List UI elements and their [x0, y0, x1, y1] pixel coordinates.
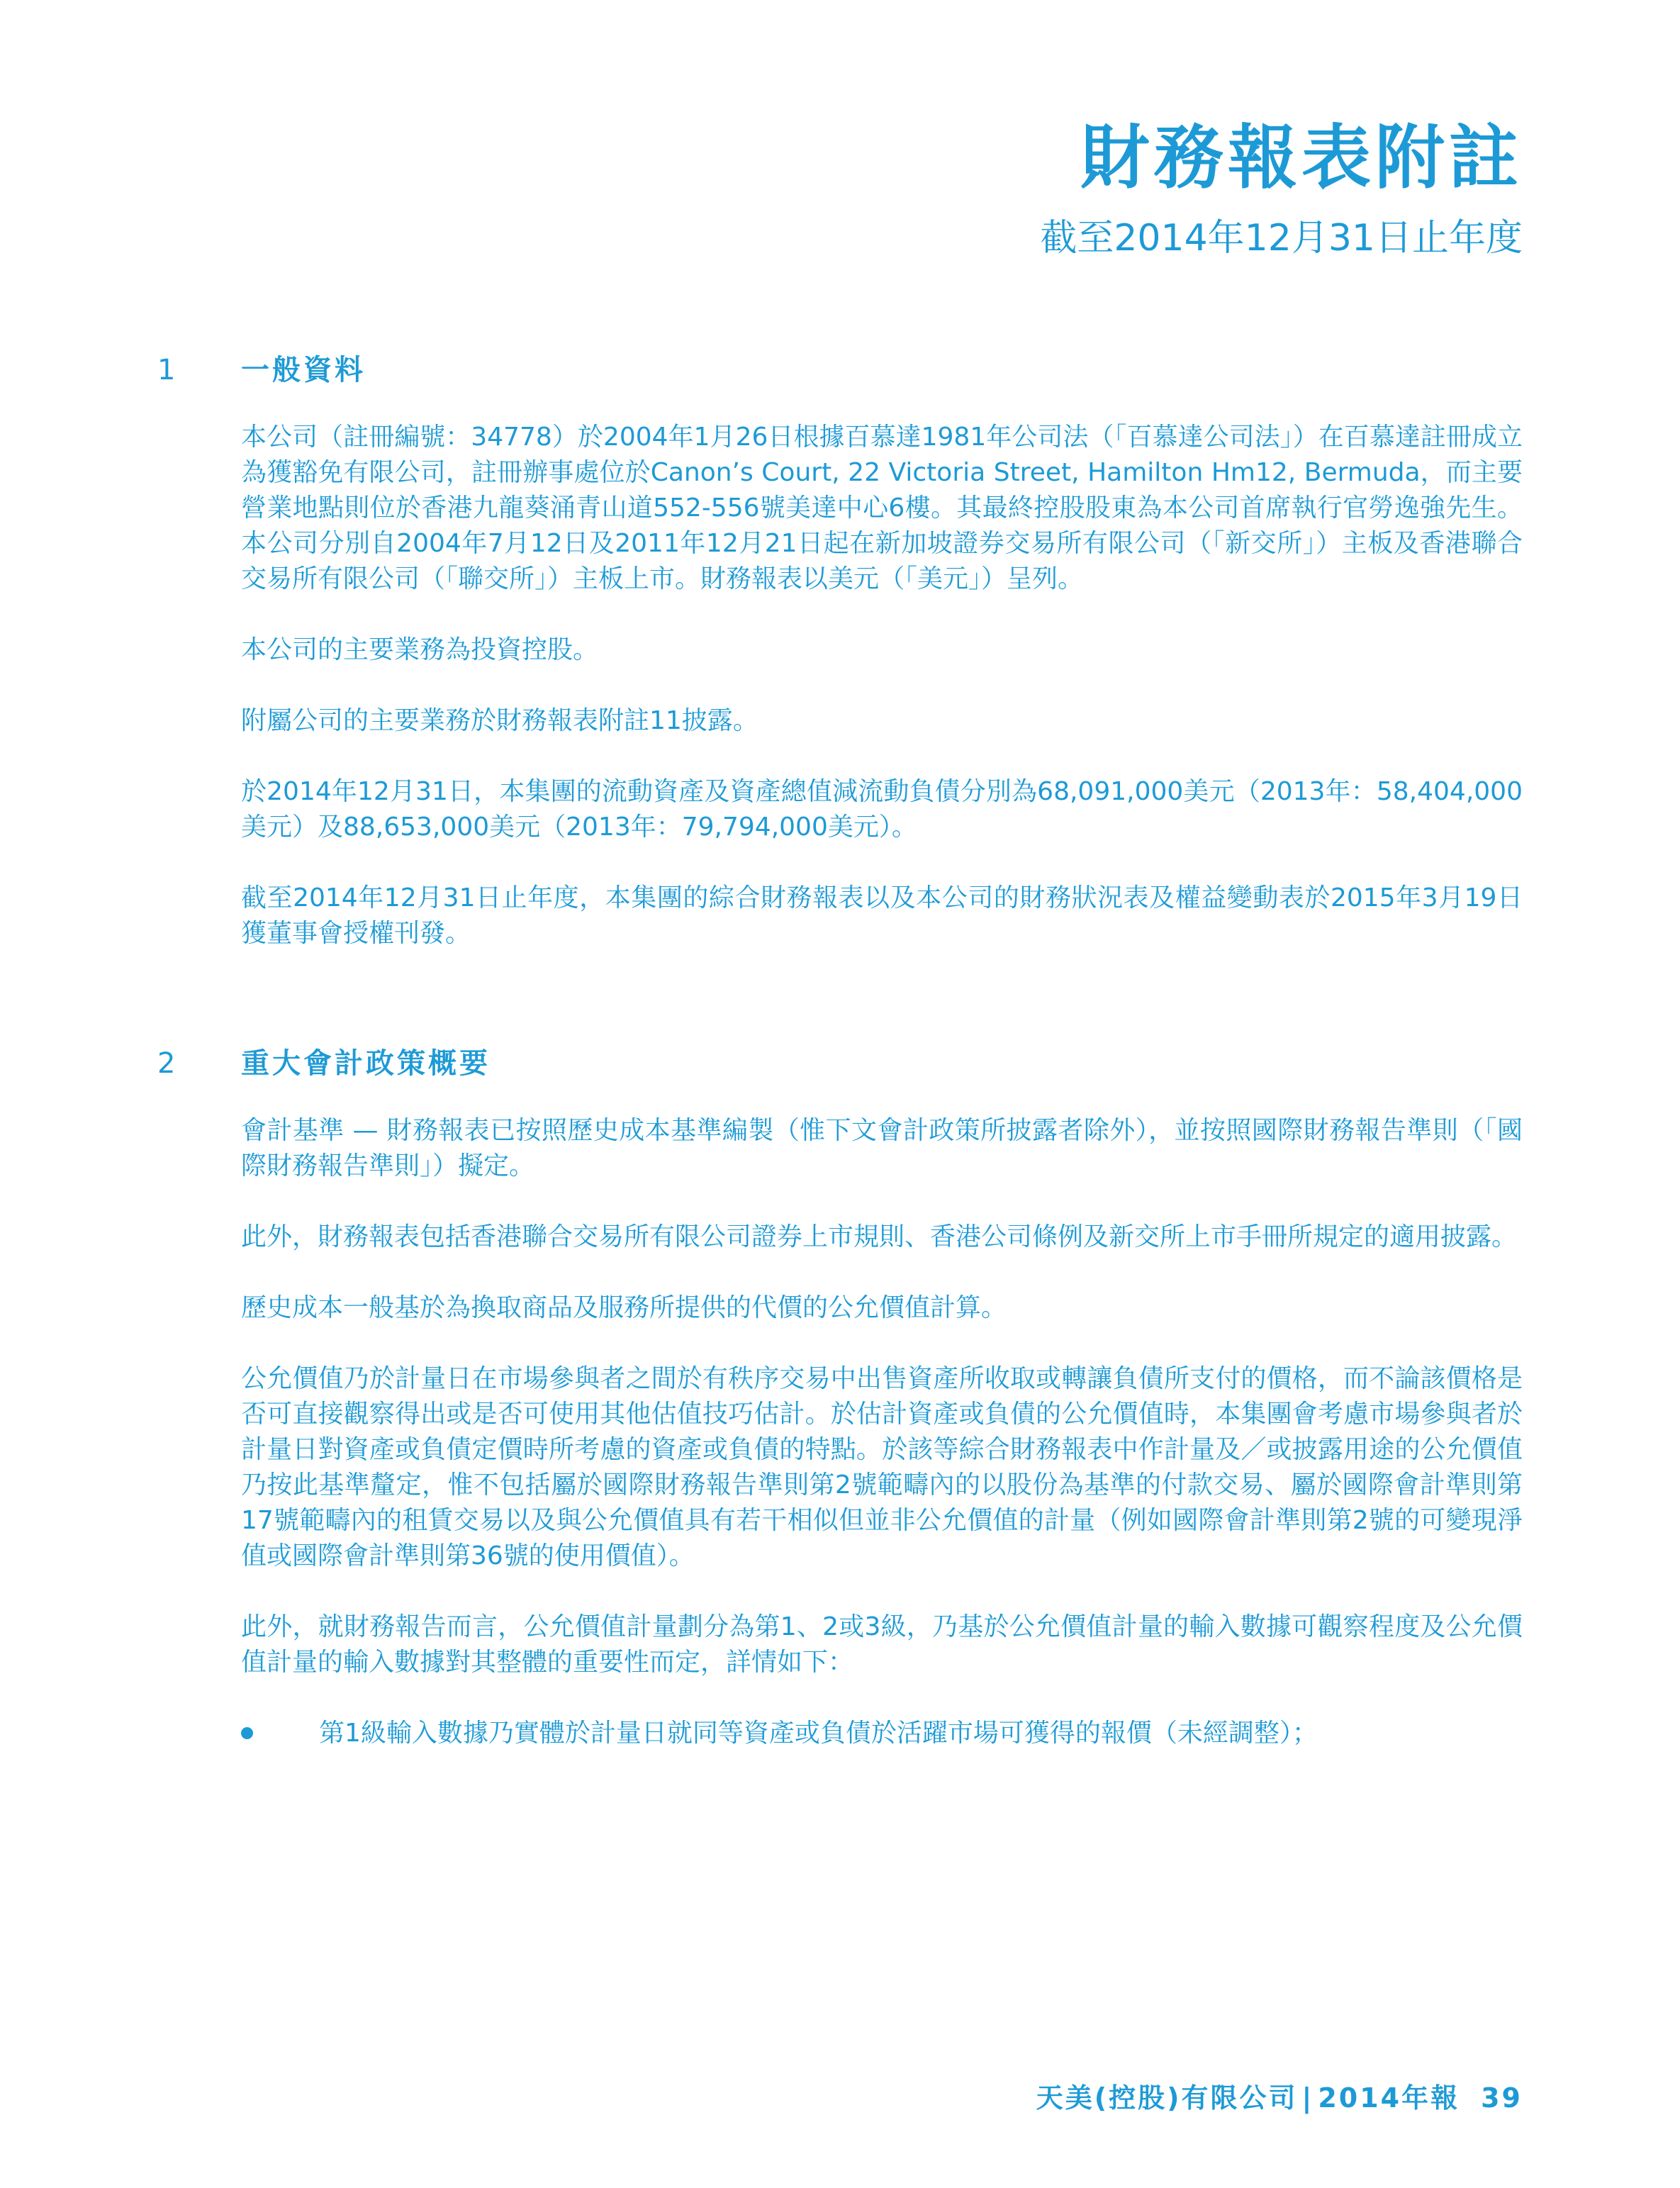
section-heading [157, 349, 1523, 391]
paragraph: 會計基準 — 財務報表已按照歷史成本基準編製（惟下文會計政策所披露者除外），並按照國際財務報告準則（「國際財務報告準則」）擬定。 [241, 1116, 1523, 1180]
paragraph: 附屬公司的主要業務於財務報表附註11披露。 [241, 706, 758, 735]
section-title: 一般資料 [241, 354, 366, 386]
section-title: 重大會計政策概要 [241, 1047, 491, 1080]
paragraph: 公允價值乃於計量日在市場參與者之間於有秩序交易中出售資產所收取或轉讓負債所支付的價格，而不論該價格是否可直接觀察得出或是否可使用其他估值技巧估計。於估計資產或負債的公允價值時，本集團會考慮市場參與者於計量日對資產或負債定價時所考慮的資產或負債的特點。於該等綜合財務報表中作計量及／或披露用途的公允價值乃按此基準釐定，惟不包括屬於國際財務報告準則第2號範疇內的以股份為基準的付款交易、屬於國際會計準則第17號範疇內的租賃交易以及與公允價值具有若干相似但並非公允價值的計量（例如國際會計準則第2號的可變現淨值或國際會計準則第36號的使用價值）。 [241, 1364, 1523, 1570]
page-number: 39 [1481, 2082, 1523, 2114]
bullet-dot-icon [241, 1727, 253, 1739]
bullet-item [241, 1716, 1523, 1751]
bullet-text: 第1級輸入數據乃實體於計量日就同等資產或負債於活躍市場可獲得的報價（未經調整）； [319, 1719, 1318, 1748]
page-subtitle: 截至2014年12月31日止年度 [1040, 216, 1523, 259]
page-title: 財務報表附註 [1080, 118, 1523, 199]
section-general-information [157, 349, 1523, 987]
paragraph: 此外，就財務報告而言，公允價值計量劃分為第1、2或3級，乃基於公允價值計量的輸入數據可觀察程度及公允價值計量的輸入數據對其整體的重要性而定，詳情如下： [241, 1612, 1523, 1677]
section-number: 1 [157, 354, 176, 386]
footer-report: 2014年報 [1318, 2082, 1460, 2114]
page-footer [1036, 2080, 1523, 2116]
paragraph: 截至2014年12月31日止年度，本集團的綜合財務報表以及本公司的財務狀況表及權益變動表於2015年3月19日獲董事會授權刊發。 [241, 883, 1523, 948]
paragraph: 本公司（註冊編號：34778）於2004年1月26日根據百慕達1981年公司法（「百慕達公司法」）在百慕達註冊成立為獲豁免有限公司，註冊辦事處位於Canon’s Court, 22 Victoria Street, Hamilton Hm12, Bermuda，而主要營業地點則位於香港九龍葵涌青山道552-556號美達中心6樓。其最終控股股東為本公司首席執行官勞逸強先生。本公司分別自2004年7月12日及2011年12月21日起在新加坡證券交易所有限公司（「新交所」）主板及香港聯合交易所有限公司（「聯交所」）主板上市。財務報表以美元（「美元」）呈列。 [241, 423, 1523, 593]
section-number: 2 [157, 1047, 176, 1080]
paragraph: 本公司的主要業務為投資控股。 [241, 635, 599, 664]
paragraph: 此外，財務報表包括香港聯合交易所有限公司證券上市規則、香港公司條例及新交所上市手冊所規定的適用披露。 [241, 1222, 1518, 1251]
page-header [1040, 118, 1523, 259]
paragraph: 歷史成本一般基於為換取商品及服務所提供的代價的公允價值計算。 [241, 1293, 1007, 1322]
section-body [241, 420, 1523, 951]
paragraph: 於2014年12月31日，本集團的流動資產及資產總值減流動負債分別為68,091,000美元（2013年：58,404,000美元）及88,653,000美元（2013年：79,794,000美元）。 [241, 777, 1523, 842]
section-heading [157, 1042, 1523, 1085]
footer-separator: | [1301, 2082, 1314, 2114]
section-accounting-policies [157, 1042, 1523, 1751]
section-body [241, 1113, 1523, 1751]
footer-company: 天美(控股)有限公司 [1036, 2082, 1298, 2114]
